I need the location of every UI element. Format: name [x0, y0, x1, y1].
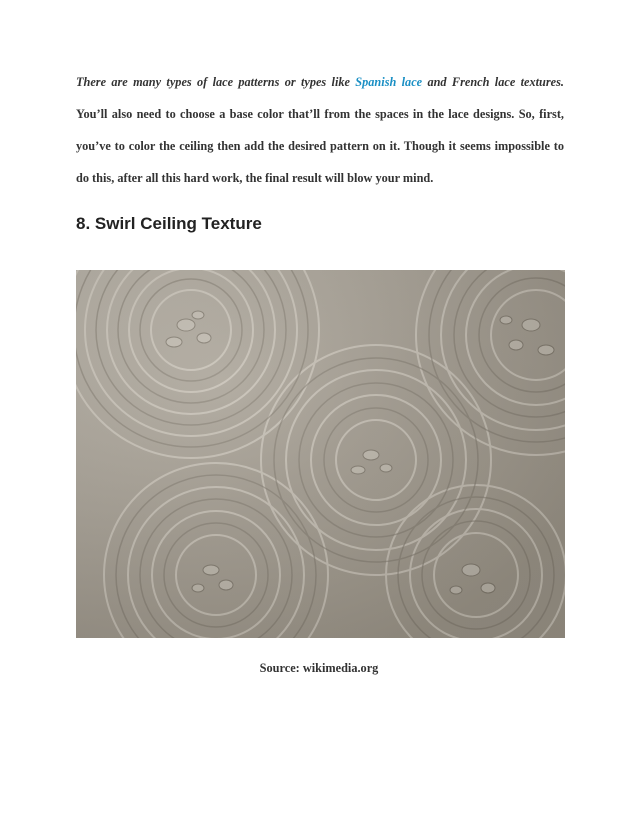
intro-lead-text: There are many types of lace patterns or types like — [76, 75, 356, 89]
section-heading: 8. Swirl Ceiling Texture — [76, 214, 262, 233]
intro-lead-after-link: and French lace textures. — [422, 75, 564, 89]
intro-body-text: You’ll also need to choose a base color that’ll from the spaces in the lace designs. So, first, you’ve to color the ceiling then add the desired pattern on it. Though it seems impossible to do this, after all this hard work, the final result will blow your mind. — [76, 107, 564, 185]
intro-paragraph — [76, 66, 564, 194]
swirl-texture-image — [76, 270, 565, 638]
spanish-lace-link[interactable]: Spanish lace — [355, 75, 423, 89]
swirl-ceiling-photo — [76, 270, 565, 638]
figure-caption: Source: wikimedia.org — [259, 661, 379, 675]
